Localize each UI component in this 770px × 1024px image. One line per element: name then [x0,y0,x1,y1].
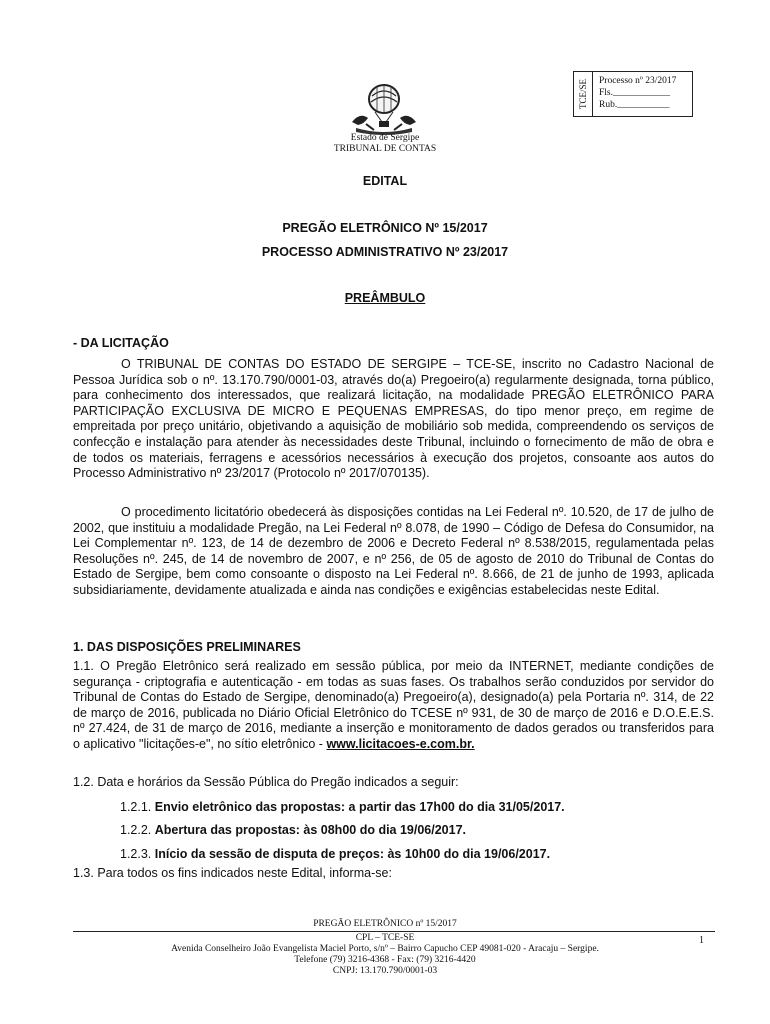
licitacao-paragraph-2: O procedimento licitatório obedecerá às disposições contidas na Lei Federal nº. 10.520, de 17 de julho de 2002, que instituiu a modalidade Pregão, na Lei Federal nº 8.078, de 1990 – Código de Defesa do Consumidor, na Lei Complementar nº. 123, de 14 de dezembro de 2006 e Decreto Federal nº 8.538/2015, regulamentada pelas Resoluções nº. 245, de 14 de novembro de 2007, e nº 256, de 05 de agosto de 2010 do Tribunal de Contas do Estado de Sergipe, bem como consoante o disposto na Lei Federal nº. 8.666, de 21 de junho de 1993, aplicada subsidiariamente, devidamente atualizada e ainda nas condições e exigências estabelecidas neste Edital. [73,505,714,597]
item-1-2-2 [120,823,466,837]
section-1-heading: 1. DAS DISPOSIÇÕES PRELIMINARES [73,640,301,654]
item-number: 1.2.1. [120,800,152,814]
item-text: Início da sessão de disputa de preços: às 10h00 do dia 19/06/2017. [154,847,551,861]
footer-cnpj: CNPJ: 13.170.790/0001-03 [332,966,438,976]
footer-address: Avenida Conselheiro João Evangelista Maciel Porto, s/nº – Bairro Capucho CEP 49081-020 - Aracaju – Sergipe. [171,944,599,954]
licitacoes-e-link[interactable]: www.licitacoes-e.com.br. [326,736,475,751]
stamp-processo: Processo nº 23/2017 [599,76,677,86]
stamp-side-label [574,72,593,116]
stamp-fls: Fls.____________ [599,88,670,98]
preambulo-heading: PREÂMBULO [344,291,426,305]
coat-of-arms-icon [346,78,422,136]
document-title: EDITAL [362,174,408,188]
processo-title: PROCESSO ADMINISTRATIVO Nº 23/2017 [261,245,509,259]
paragraph-1-1 [73,659,714,753]
stamp-side-text: TCE/SE [578,78,588,110]
item-number: 1.2.3. [120,847,152,861]
item-text: Envio eletrônico das propostas: a partir das 17h00 do dia 31/05/2017. [154,800,565,814]
licitacao-paragraph-1: O TRIBUNAL DE CONTAS DO ESTADO DE SERGIPE – TCE-SE, inscrito no Cadastro Nacional de Pessoa Jurídica sob o nº. 13.170.790/0001-03, através do(a) Pregoeiro(a) regularmente designada, torna público, para conhecimento dos interessados, que realizará licitação, na modalidade PREGÃO ELETRÔNICO PARA PARTICIPAÇÃO EXCLUSIVA DE MICRO E PEQUENAS EMPRESAS, do tipo menor preço, em regime de empreitada por preço unitário, objetivando a aquisição de mobiliário sob medida, compreendendo os serviços de confecção e instalação para atender às necessidades deste Tribunal, incluindo o fornecimento de mão de obra e de todos os materiais, ferragens e acessórios necessários à execução dos projetos, consoante aos autos do Processo Administrativo nº 23/2017 (Protocolo nº 2017/070135). [73,357,714,481]
page-number: 1 [699,935,704,946]
licitacao-heading: - DA LICITAÇÃO [73,336,169,350]
stamp-rub: Rub.___________ [599,100,670,110]
footer-pregao: PREGÃO ELETRÔNICO nº 15/2017 [313,919,457,929]
item-number: 1.2.2. [120,823,152,837]
item-1-2-1 [120,800,565,814]
pregao-title: PREGÃO ELETRÔNICO Nº 15/2017 [282,221,488,235]
stamp-fields [599,75,676,111]
paragraph-1-2: 1.2. Data e horários da Sessão Pública do Pregão indicados a seguir: [73,775,459,789]
footer-cpl: CPL – TCE-SE [355,933,415,943]
item-1-2-3 [120,847,550,861]
state-name: Estado de Sergipe [350,133,420,143]
paragraph-1-1-text: 1.1. O Pregão Eletrônico será realizado em sessão pública, por meio da INTERNET, mediante condições de segurança - criptografia e autenticação - em todas as suas fases. Os trabalhos serão conduzidos por servidor do Tribunal de Contas do Estado de Sergipe, denominado(a) Pregoeiro(a), designado(a) pela Portaria nº. 314, de 22 de março de 2016, publicada no Diário Oficial Eletrônico do TCESE nº 931, de 30 de março de 2016 e D.O.E.E.S. nº 27.424, de 31 de março de 2016, mediante a inserção e monitoramento de dados gerados ou transferidos para o aplicativo "licitações-e", no sítio eletrônico - [73,659,714,751]
court-name: TRIBUNAL DE CONTAS [333,144,437,154]
item-text: Abertura das propostas: às 08h00 do dia 19/06/2017. [154,823,467,837]
process-stamp-box [573,71,693,117]
footer-divider [73,931,715,932]
footer-phone: Telefone (79) 3216-4368 - Fax: (79) 3216-4420 [294,955,476,965]
paragraph-1-3: 1.3. Para todos os fins indicados neste Edital, informa-se: [73,866,392,880]
